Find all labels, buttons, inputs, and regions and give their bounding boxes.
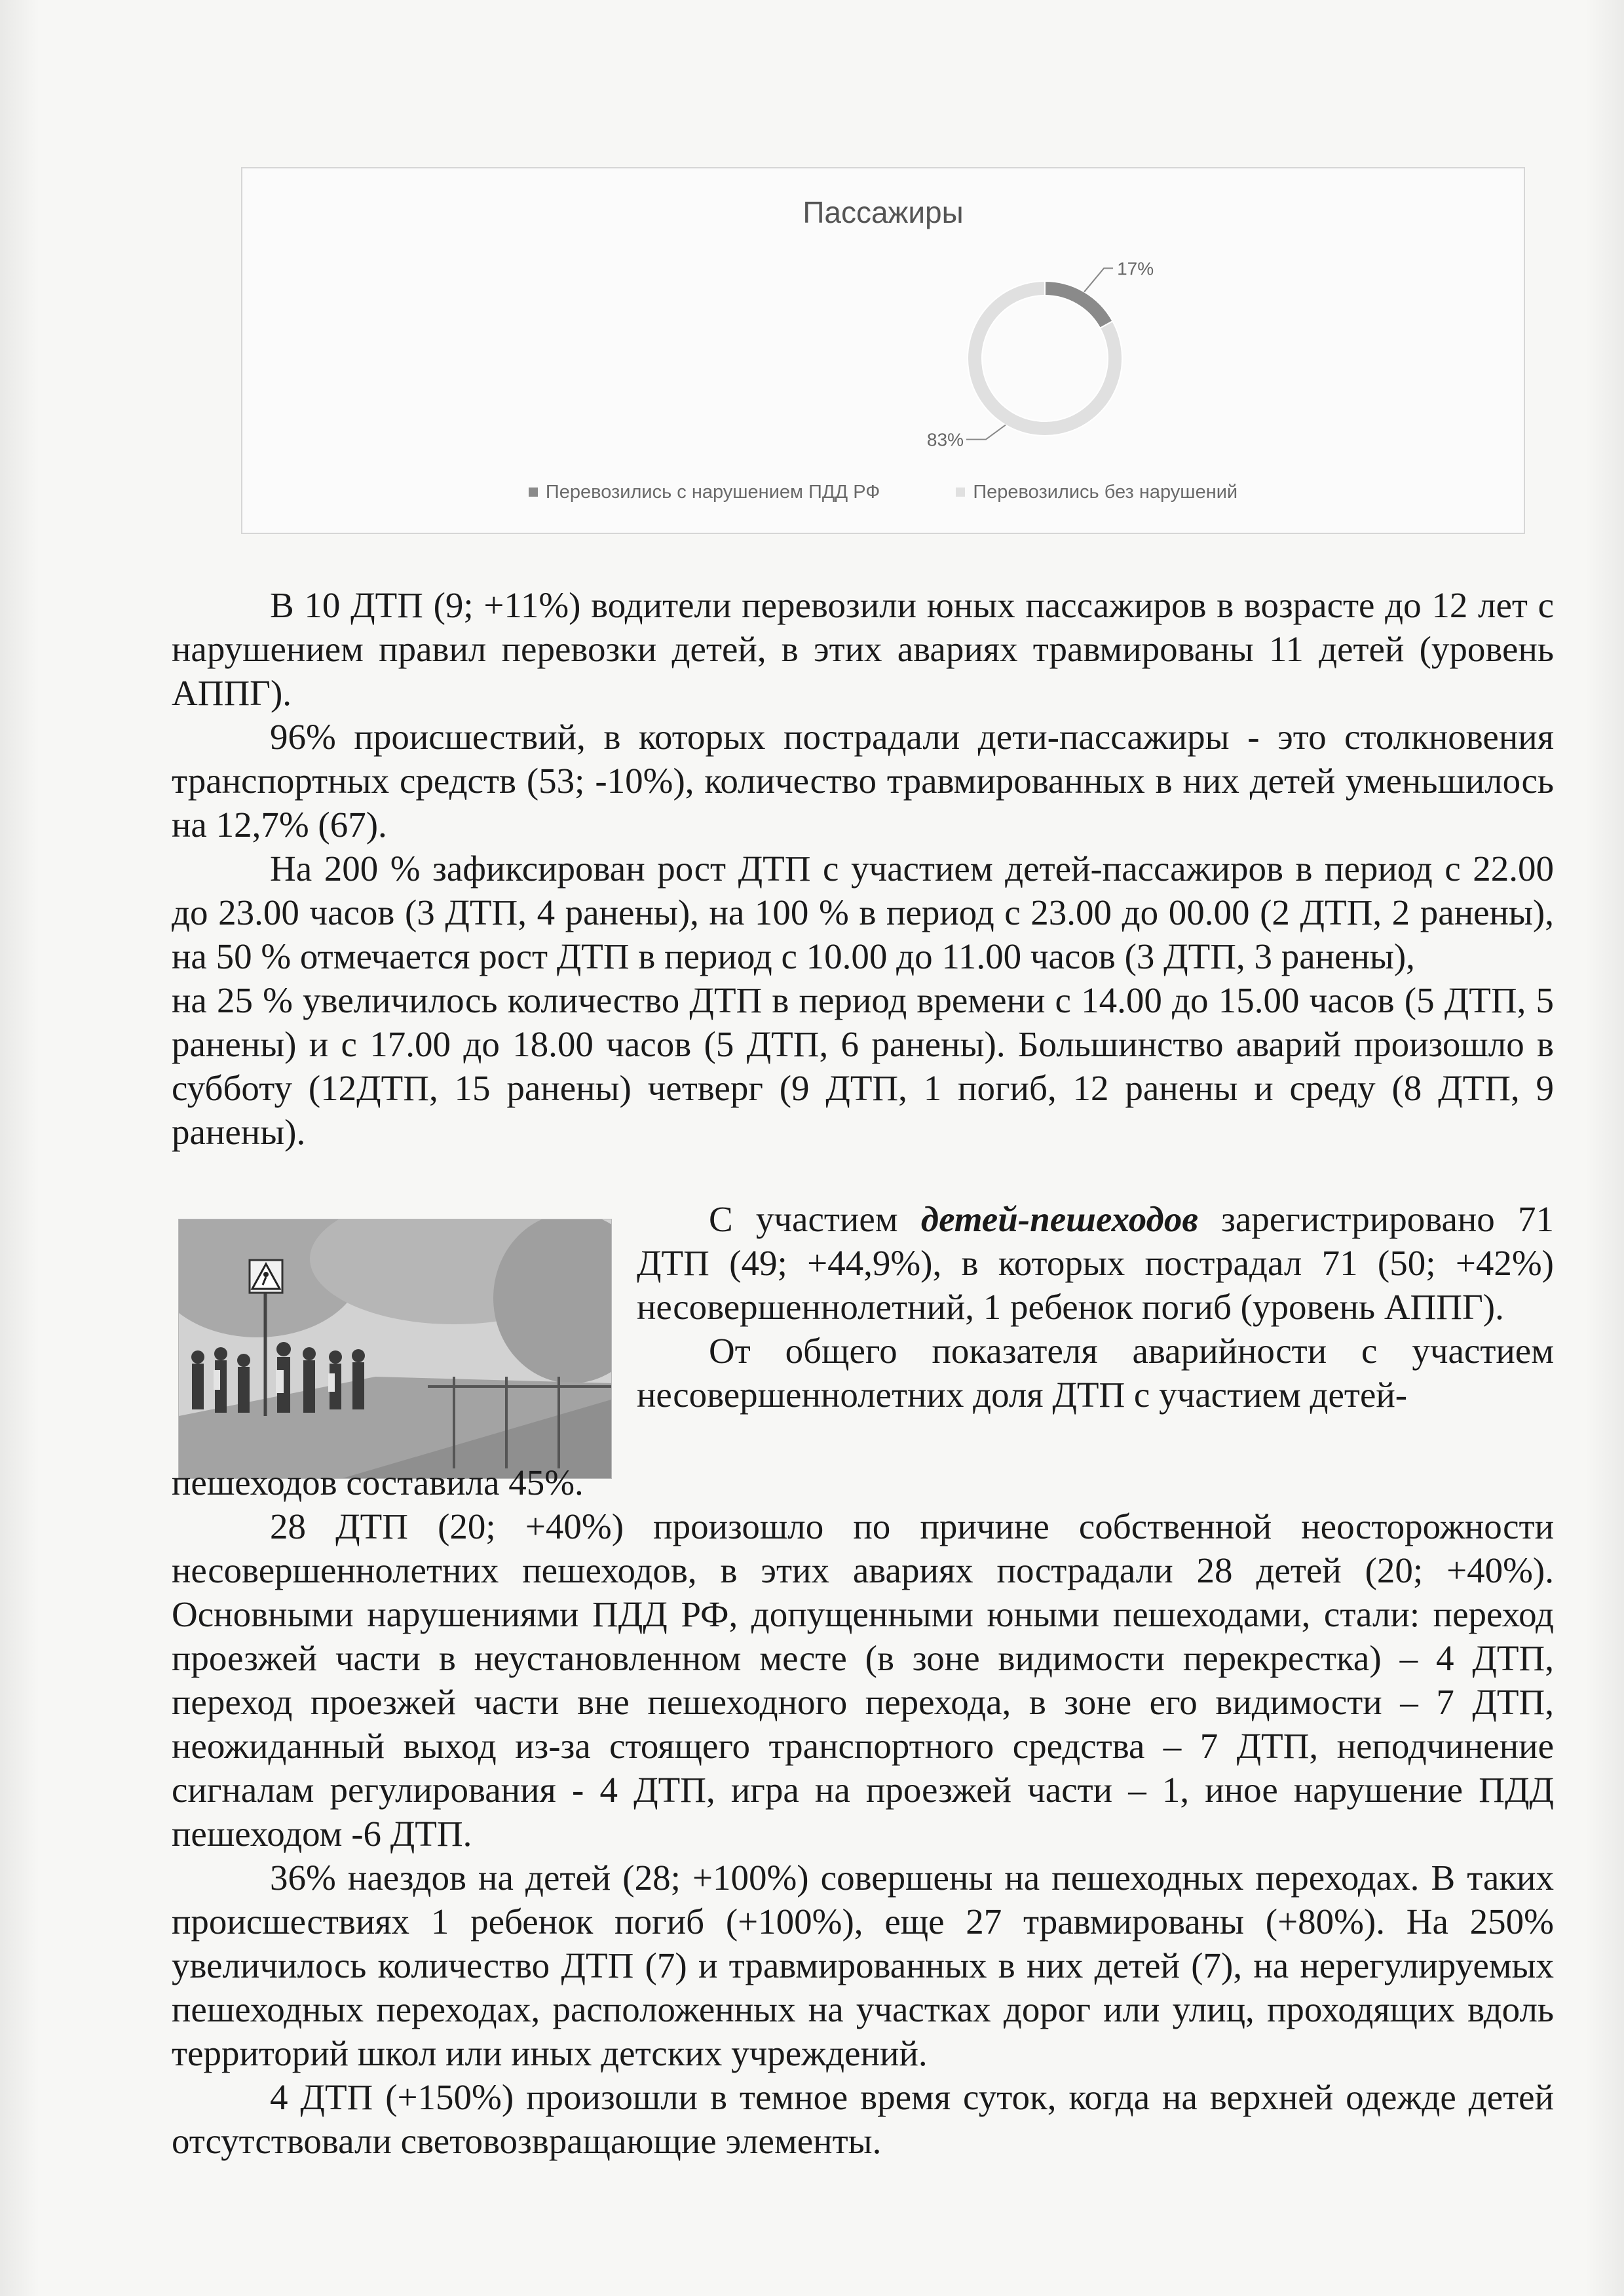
scan-shadow-right (1585, 0, 1624, 2296)
pedestrian-crossing-sign-icon (250, 1260, 282, 1293)
paragraph-share-start: От общего показателя аварийности с участием несовершеннолетних доля ДТП с участием детей- (637, 1331, 1554, 1415)
legend-label-no-violations: Перевозились без нарушений (973, 482, 1238, 503)
donut-chart (242, 168, 1526, 535)
pedestrians-term: детей-пешеходов (920, 1199, 1198, 1239)
paragraph-weekdays: на 25 % увеличилось количество ДТП в период времени с 14.00 до 15.00 часов (5 ДТП, 5 ранены) и с 17.00 до 18.00 часов (5 ДТП, 6 ранены). Большинство аварий произошло в субботу (12ДТП, 15 ранены) четверг (9 ДТП, 1 погиб, 12 ранены и среду (8 ДТП, 9 ранены). (172, 980, 1554, 1152)
donut-label-violations: 17% (1117, 258, 1154, 279)
legend-label-violations: Перевозились с нарушением ПДД РФ (545, 482, 880, 503)
text-beside-photo (637, 1197, 1554, 1417)
scan-shadow-left (0, 0, 39, 2296)
legend-item-violations (529, 482, 880, 503)
pedestrians-text-start: С участием (709, 1199, 921, 1239)
paragraph-share-end: пешеходов составила 45%. (172, 1463, 584, 1502)
passengers-chart (241, 167, 1525, 534)
donut-label-no-violations: 83% (926, 429, 964, 450)
donut-slice-violations (1045, 281, 1112, 328)
pedestrians-text-end: зарегистрировано 71 ДТП (49; +44,9%), в которых пострадал 71 (50; +42%) несовершеннолетний, 1 ребенок погиб (уровень АППГ). (637, 1199, 1554, 1327)
paragraph-collisions: 96% происшествий, в которых пострадали дети-пассажиры - это столкновения транспортных средств (53; -10%), количество травмированных в них детей уменьшилось на 12,7% (67). (172, 717, 1554, 845)
legend-item-no-violations (956, 482, 1237, 503)
pedestrian-crossing-photo (178, 1219, 612, 1479)
paragraph-dark-time: 4 ДТП (+150%) произошли в темное время суток, когда на верхней одежде детей отсутствовали световозвращающие элементы. (172, 2077, 1554, 2161)
donut-leader-line (1084, 268, 1113, 292)
text-upper (172, 583, 1554, 1154)
paragraph-own-carelessness: 28 ДТП (20; +40%) произошло по причине собственной неосторожности несовершеннолетних пешеходов, в этих авариях пострадали 28 детей (20; +40%). Основными нарушениями ПДД РФ, допущенными юными пешеходами, стали: переход проезжей части в неустановленном месте (в зоне видимости перекрестка) – 4 ДТП, переход проезжей части вне пешеходного перехода, в зоне его видимости – 7 ДТП, неожиданный выход из-за стоящего транспортного средства – 7 ДТП, неподчинение сигналам регулирования - 4 ДТП, игра на проезжей части – 1, иное нарушение ПДД пешеходом -6 ДТП. (172, 1506, 1554, 1854)
text-lower (172, 1461, 1554, 2163)
paragraph-passengers-violations: В 10 ДТП (9; +11%) водители перевозили юных пассажиров в возрасте до 12 лет с нарушением правил перевозки детей, в этих авариях травмированы 11 детей (уровень АППГ). (172, 585, 1554, 713)
chart-legend (242, 482, 1524, 503)
chart-title: Пассажиры (803, 195, 964, 229)
donut-leader-line (966, 425, 1006, 440)
paragraph-crossings: 36% наездов на детей (28; +100%) совершены на пешеходных переходах. В таких происшествиях 1 ребенок погиб (+100%), еще 27 травмированы (+80%). На 250% увеличилось количество ДТП (7) и травмированных в них детей (7), на нерегулируемых пешеходных переходах, расположенных на участках дорог или улиц, проходящих вдоль территорий школ или иных детских учреждений. (172, 1858, 1554, 2073)
legend-swatch-no-violations (956, 488, 965, 497)
legend-swatch-violations (529, 488, 538, 497)
paragraph-pedestrians (637, 1197, 1554, 1329)
paragraph-time-growth: На 200 % зафиксирован рост ДТП с участием детей-пассажиров в период с 22.00 до 23.00 часов (3 ДТП, 4 ранены), на 100 % в период с 23.00 до 00.00 (2 ДТП, 2 ранены), на 50 % отмечается рост ДТП в период с 10.00 до 11.00 часов (3 ДТП, 3 ранены), (172, 849, 1554, 976)
